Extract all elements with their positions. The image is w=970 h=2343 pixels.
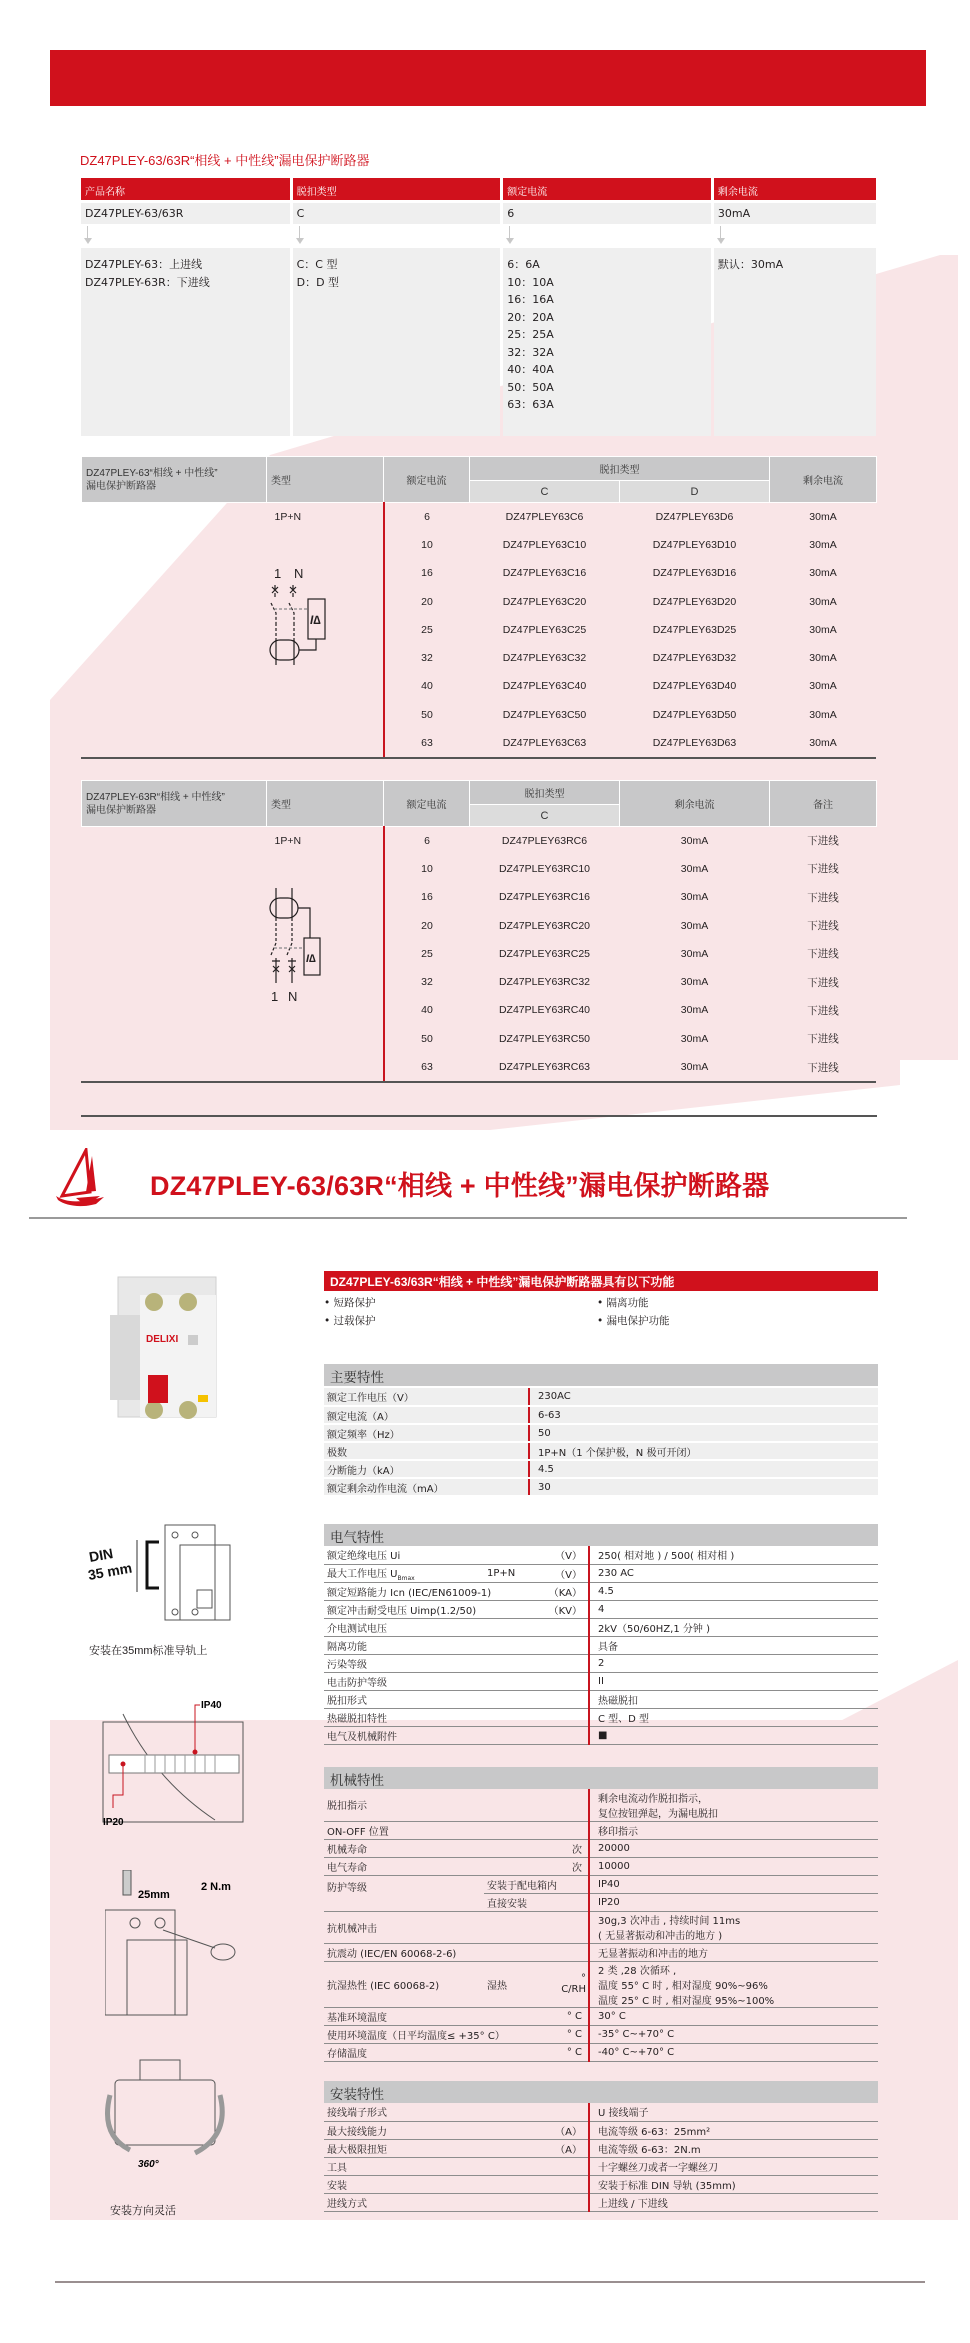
table-row: 16 DZ47PLEY63C16 DZ47PLEY63D16 30mA xyxy=(82,559,877,587)
spec-row: 隔离功能 具备 xyxy=(324,1636,878,1654)
rotation-caption: 安装方向灵活 xyxy=(110,2205,176,2217)
arrow-down-icon xyxy=(714,224,876,248)
features-list xyxy=(324,1295,878,1328)
example-residual: 30mA xyxy=(714,203,876,224)
top-banner xyxy=(50,50,926,106)
spec-row: 脱扣指示 剩余电流动作脱扣指示， 复位按钮弹起，为漏电脱扣 xyxy=(324,1789,878,1821)
divider xyxy=(29,1217,907,1219)
spec-row: 分断能力（kA） 4.5 xyxy=(324,1460,878,1478)
product-title: DZ47PLEY-63/63R“相线 + 中性线”漏电保护断路器 xyxy=(150,1171,770,1201)
arrow-down-icon xyxy=(503,224,711,248)
feature-item: • 隔离功能 xyxy=(597,1295,870,1310)
torque-illustration-icon xyxy=(105,1870,245,2020)
header-current: 额定电流 xyxy=(384,781,470,827)
model-code-grid xyxy=(81,178,876,436)
svg-text:1: 1 xyxy=(271,989,279,1004)
header-d: D xyxy=(620,481,770,503)
header-rated-current: 额定电流 xyxy=(503,178,711,200)
feature-item: • 漏电保护功能 xyxy=(597,1313,870,1328)
spec-row: 电气寿命 次 10000 xyxy=(324,1857,878,1875)
svg-text:N: N xyxy=(294,566,304,581)
table-title: DZ47PLEY-63“相线 + 中性线” 漏电保护断路器 xyxy=(82,457,267,503)
section-title: DZ47PLEY-63/63R“相线 + 中性线”漏电保护断路器 xyxy=(80,153,370,168)
spec-row: 直接安装 IP20 xyxy=(324,1893,878,1911)
mechanical-specs-block xyxy=(324,1767,878,2062)
arrow-down-icon xyxy=(293,224,501,248)
type-cell: 1P+N xyxy=(274,511,302,523)
svg-text:25mm: 25mm xyxy=(138,1889,170,1901)
svg-text:35 mm: 35 mm xyxy=(86,1559,134,1583)
table-row: 50 DZ47PLEY63C50 DZ47PLEY63D50 30mA xyxy=(82,701,877,729)
svg-text:360°: 360° xyxy=(138,2159,159,2170)
table-row: 16 DZ47PLEY63RC16 30mA 下进线 xyxy=(82,883,877,911)
spec-row: 额定频率（Hz） 50 xyxy=(324,1424,878,1442)
spec-row: 进线方式 上进线 / 下进线 xyxy=(324,2193,878,2211)
header-note: 备注 xyxy=(770,781,877,827)
spec-row: 最大工作电压 $U_{Bmax}$ 1P+N （V） 230 AC xyxy=(324,1564,878,1582)
svg-text:IP40: IP40 xyxy=(201,1700,222,1711)
header-residual: 剩余电流 xyxy=(620,781,770,827)
order-table-63 xyxy=(81,456,876,759)
table-row: 25 DZ47PLEY63C25 DZ47PLEY63D25 30mA xyxy=(82,616,877,644)
main-specs-block xyxy=(324,1364,878,1497)
order-table-63r xyxy=(81,780,876,1083)
rotation-illustration-icon xyxy=(100,2055,230,2175)
wiring-diagram-icon xyxy=(262,888,332,1018)
spec-row: 额定剩余动作电流（mA） 30 xyxy=(324,1478,878,1496)
spec-row: 使用环境温度（日平均温度≤ +35° C） ° C -35° C~+70° C xyxy=(324,2025,878,2043)
spec-row: 额定电流（A） 6-63 xyxy=(324,1406,878,1424)
din-caption: 安装在35mm标准导轨上 xyxy=(89,1645,208,1657)
spec-row: 机械寿命 次 20000 xyxy=(324,1839,878,1857)
spec-row: 安装 安装于标准 DIN 导轨 (35mm) xyxy=(324,2175,878,2193)
svg-text:DIN: DIN xyxy=(87,1545,115,1565)
table-title: DZ47PLEY-63R“相线 + 中性线” 漏电保护断路器 xyxy=(82,781,267,827)
block-title: 主要特性 xyxy=(324,1364,878,1386)
spec-row: 污染等级 2 xyxy=(324,1654,878,1672)
header-product-name: 产品名称 xyxy=(81,178,290,200)
ip-rating-illustration-icon xyxy=(95,1700,255,1830)
svg-text:IP20: IP20 xyxy=(103,1817,124,1828)
feature-item: • 过载保护 xyxy=(324,1313,597,1328)
installation-specs-block xyxy=(324,2081,878,2212)
detail-residual: 默认：30mA xyxy=(714,248,876,436)
table-row: 10 DZ47PLEY63RC10 30mA 下进线 xyxy=(82,855,877,883)
spec-row: 基准环境温度 ° C 30° C xyxy=(324,2007,878,2025)
spec-row: 额定绝缘电压 Ui （V） 250( 相对地 ) / 500( 相对相 ) xyxy=(324,1546,878,1564)
table-row: 32 DZ47PLEY63C32 DZ47PLEY63D32 30mA xyxy=(82,644,877,672)
spec-row: 热磁脱扣特性 C 型、D 型 xyxy=(324,1708,878,1726)
product-photo-icon xyxy=(110,1275,230,1445)
divider xyxy=(81,1115,877,1117)
detail-trip: C：C 型 D：D 型 xyxy=(293,248,501,436)
table-row: 32 DZ47PLEY63RC32 30mA 下进线 xyxy=(82,968,877,996)
table-row: 20 DZ47PLEY63RC20 30mA 下进线 xyxy=(82,911,877,939)
table-row: 25 DZ47PLEY63RC25 30mA 下进线 xyxy=(82,940,877,968)
block-title: 安装特性 xyxy=(324,2081,878,2103)
feature-item: • 短路保护 xyxy=(324,1295,597,1310)
header-residual: 剩余电流 xyxy=(770,457,877,503)
spec-row: 工具 十字螺丝刀或者一字螺丝刀 xyxy=(324,2157,878,2175)
svg-text:I∆: I∆ xyxy=(306,953,316,965)
table-bottom-rule xyxy=(81,757,876,759)
spec-row: 最大接线能力 （A） 电流等级 6-63：25mm² xyxy=(324,2121,878,2139)
example-trip: C xyxy=(293,203,501,224)
table-row: 50 DZ47PLEY63RC50 30mA 下进线 xyxy=(82,1025,877,1053)
features-title-bar: DZ47PLEY-63/63R“相线 + 中性线”漏电保护断路器具有以下功能 xyxy=(324,1271,878,1291)
spec-row: 电击防护等级 II xyxy=(324,1672,878,1690)
arrow-down-icon xyxy=(81,224,290,248)
header-c: C xyxy=(470,481,620,503)
wiring-diagram-icon xyxy=(260,565,330,685)
spec-row: 最大极限扭矩 （A） 电流等级 6-63：2N.m xyxy=(324,2139,878,2157)
example-product: DZ47PLEY-63/63R xyxy=(81,203,290,224)
block-title: 电气特性 xyxy=(324,1524,878,1546)
table-row: 20 DZ47PLEY63C20 DZ47PLEY63D20 30mA xyxy=(82,587,877,615)
table-row: 40 DZ47PLEY63C40 DZ47PLEY63D40 30mA xyxy=(82,672,877,700)
din-rail-illustration-icon xyxy=(85,1520,245,1630)
detail-current: 6：6A 10：10A 16：16A 20：20A 25：25A 32：32A 40：40A 50：50A 63：63A xyxy=(503,248,711,436)
header-trip: 脱扣类型 xyxy=(470,781,620,805)
header-c: C xyxy=(470,805,620,827)
spec-row: 接线端子形式 U 接线端子 xyxy=(324,2103,878,2121)
example-current: 6 xyxy=(503,203,711,224)
spec-row: 脱扣形式 热磁脱扣 xyxy=(324,1690,878,1708)
header-current: 额定电流 xyxy=(384,457,470,503)
detail-product: DZ47PLEY-63：上进线 DZ47PLEY-63R：下进线 xyxy=(81,248,290,436)
svg-text:1: 1 xyxy=(274,566,282,581)
spec-row: 存储温度 ° C -40° C~+70° C xyxy=(324,2043,878,2061)
header-residual-current: 剩余电流 xyxy=(714,178,876,200)
table-row: 63 DZ47PLEY63RC63 30mA 下进线 xyxy=(82,1053,877,1081)
table-row: 10 DZ47PLEY63C10 DZ47PLEY63D10 30mA xyxy=(82,531,877,559)
spec-row: 额定冲击耐受电压 Uimp(1.2/50) （KV） 4 xyxy=(324,1600,878,1618)
spec-row: 额定工作电压（V） 230AC xyxy=(324,1388,878,1406)
table-row: 40 DZ47PLEY63RC40 30mA 下进线 xyxy=(82,996,877,1024)
svg-text:N: N xyxy=(288,989,298,1004)
header-trip-type: 脱扣类型 xyxy=(293,178,501,200)
header-type: 类型 xyxy=(267,781,384,827)
table-row: 63 DZ47PLEY63C63 DZ47PLEY63D63 30mA xyxy=(82,729,877,757)
type-cell: 1P+N xyxy=(274,835,302,847)
header-type: 类型 xyxy=(267,457,384,503)
header-trip: 脱扣类型 xyxy=(470,457,770,481)
table-row: 1P+N 6 DZ47PLEY63C6 DZ47PLEY63D6 30mA xyxy=(82,503,877,531)
sailboat-logo-icon xyxy=(56,1148,106,1208)
spec-row: 抗机械冲击 30g,3 次冲击 , 持续时间 11ms ( 无显著振动和冲击的地方 ) xyxy=(324,1911,878,1943)
block-title: 机械特性 xyxy=(324,1767,878,1789)
svg-text:2 N.m: 2 N.m xyxy=(201,1881,231,1893)
spec-row: 额定短路能力 Icn (IEC/EN61009-1) （KA） 4.5 xyxy=(324,1582,878,1600)
footer-divider xyxy=(55,2281,925,2283)
table-row: 1P+N 6 DZ47PLEY63RC6 30mA 下进线 xyxy=(82,827,877,855)
spec-row: 抗震动 (IEC/EN 60068-2-6) 无显著振动和冲击的地方 xyxy=(324,1943,878,1961)
spec-row: 电气及机械附件 ■ xyxy=(324,1726,878,1744)
spec-row: ON-OFF 位置 移印指示 xyxy=(324,1821,878,1839)
electrical-specs-block xyxy=(324,1524,878,1745)
table-bottom-rule xyxy=(81,1081,876,1083)
spec-row: 防护等级 安装于配电箱内 IP40 xyxy=(324,1875,878,1893)
spec-row: 极数 1P+N（1 个保护极，N 极可开闭） xyxy=(324,1442,878,1460)
spec-row: 抗湿热性 (IEC 60068-2) 湿热 ° C/RH 2 类 ,28 次循环 , 温度 55° C 时 , 相对湿度 90%~96% 温度 25° C 时 , 相对湿度 95%~100% xyxy=(324,1961,878,2007)
spec-row: 介电测试电压 2kV（50/60HZ,1 分钟 ) xyxy=(324,1618,878,1636)
svg-text:I∆: I∆ xyxy=(310,613,321,627)
svg-text:DELIXI: DELIXI xyxy=(146,1334,179,1345)
